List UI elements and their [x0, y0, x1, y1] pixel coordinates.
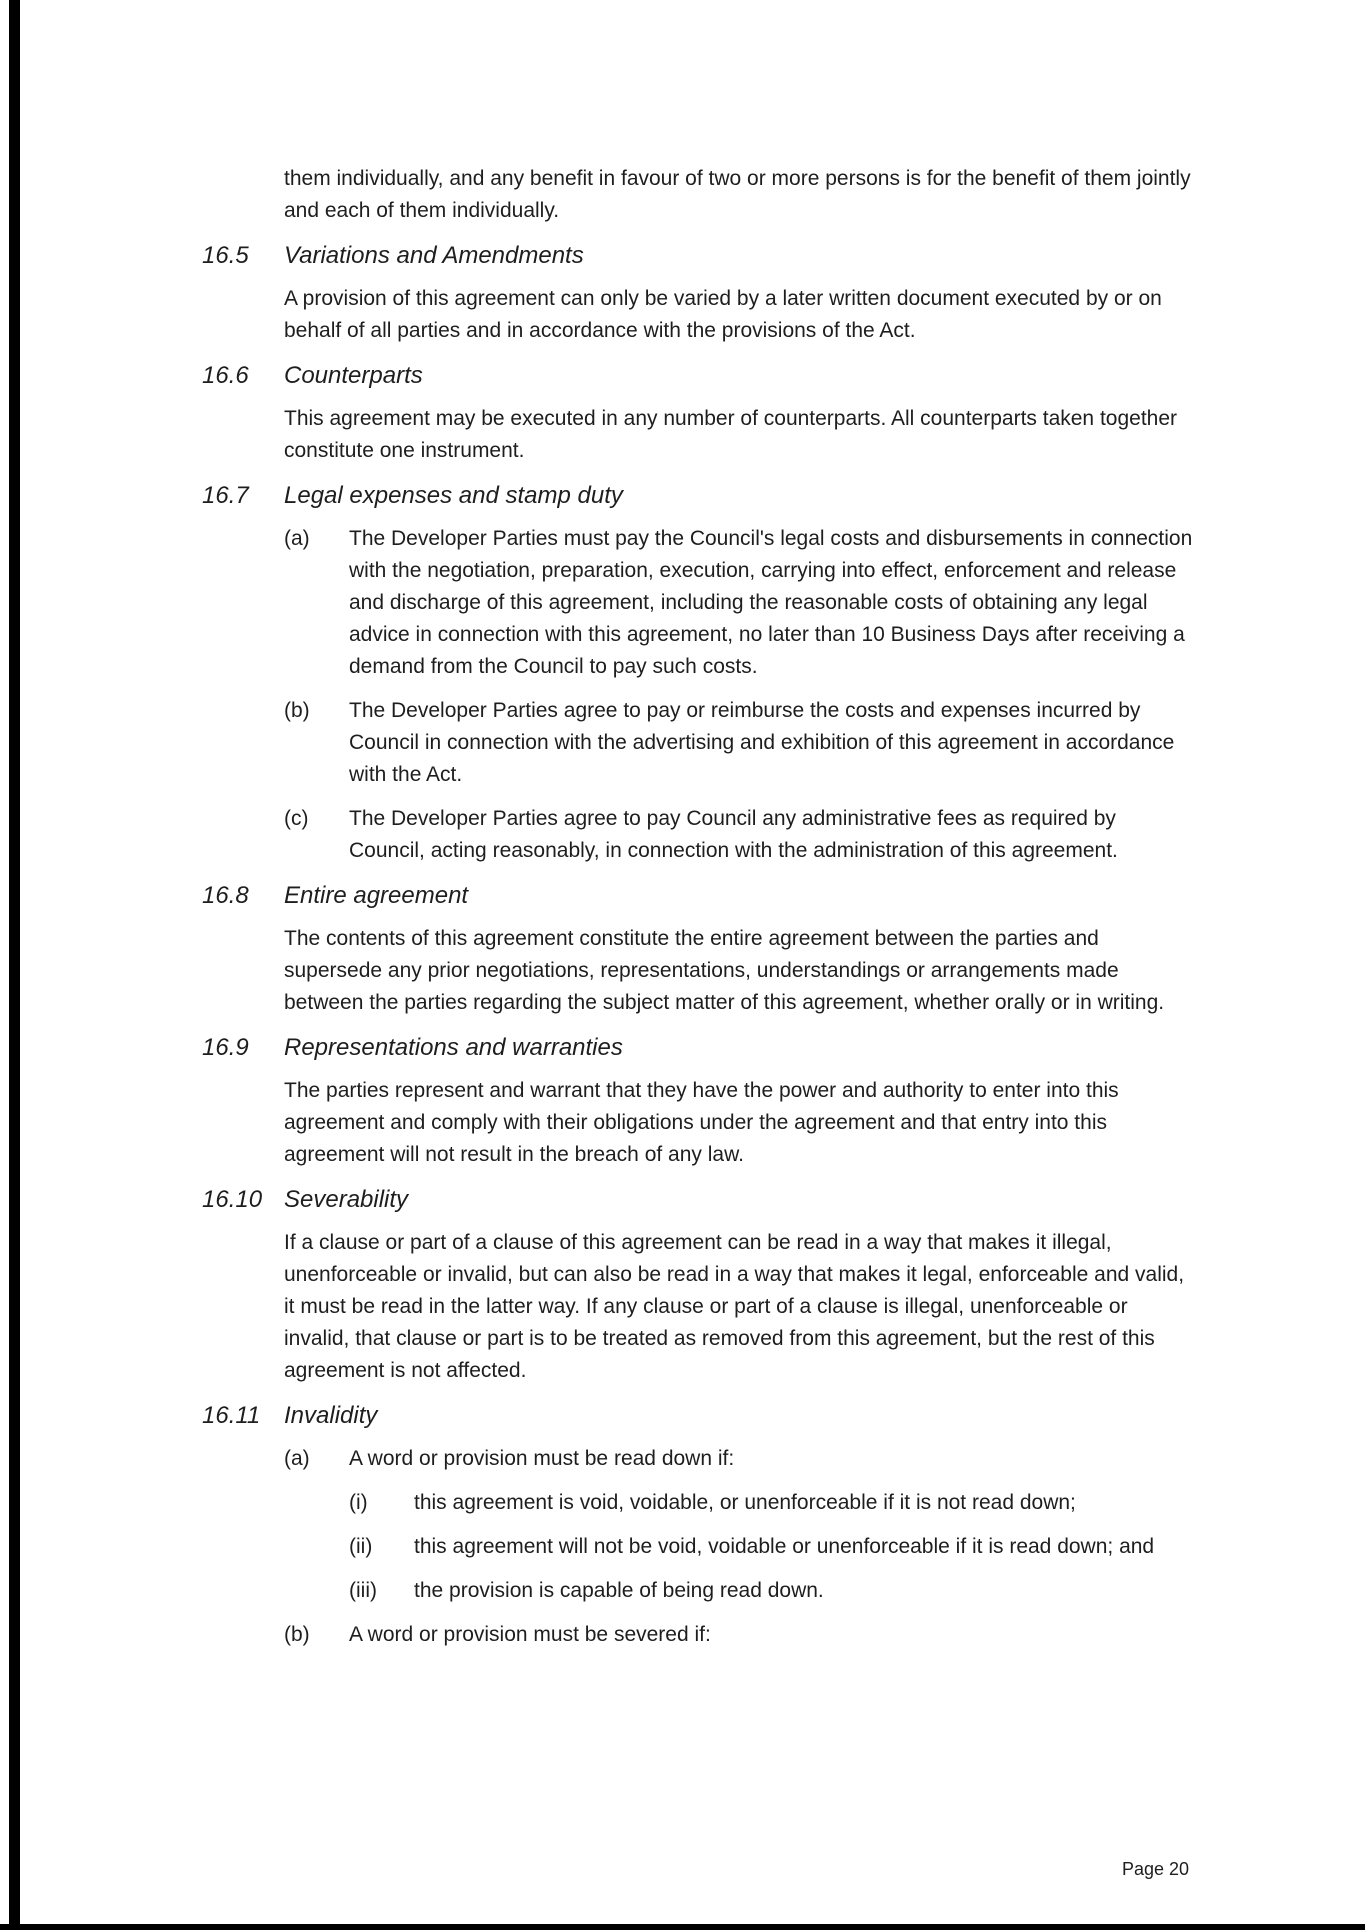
clause-number: 16.10 — [202, 1186, 263, 1213]
clause-16-8-body: The contents of this agreement constitute the entire agreement between the parties and supersede any prior negotiations, representations, understandings or arrangements made between the parties regarding the subject matter of this agreement, whether orally or in writing. — [284, 927, 1165, 1014]
clause-16-5-body: A provision of this agreement can only be varied by a later written document executed by or on behalf of all parties and in accordance with the provisions of the Act. — [284, 287, 1162, 342]
clause-number: 16.11 — [202, 1402, 261, 1429]
clause-16-6-heading — [0, 359, 1365, 393]
item-label: (a) — [284, 1447, 310, 1470]
clause-16-10-body: If a clause or part of a clause of this agreement can be read in a way that makes it illegal, unenforceable or invalid, but can also be read in a way that makes it legal, enforceable and valid, it must be read in the latter way. If any clause or part of a clause is illegal, unenforceable or invalid, that clause or part is to be treated as removed from this agreement, but the rest of this agreement is not affected. — [284, 1231, 1185, 1382]
subitem-label: (iii) — [349, 1579, 377, 1602]
clause-16-7-item-a — [0, 523, 1365, 683]
clause-16-7-heading — [0, 479, 1365, 513]
clause-16-5-heading — [0, 239, 1365, 273]
scan-border-bottom — [0, 1924, 1365, 1930]
clause-title: Entire agreement — [284, 882, 469, 909]
clause-16-11-item-b — [0, 1619, 1365, 1651]
clause-title: Invalidity — [284, 1402, 378, 1429]
clause-number: 16.7 — [202, 482, 249, 509]
clause-number: 16.6 — [202, 362, 249, 389]
item-label: (a) — [284, 527, 310, 550]
clause-16-7-item-c — [0, 803, 1365, 867]
clause-title: Variations and Amendments — [284, 242, 584, 269]
intro-paragraph: them individually, and any benefit in favour of two or more persons is for the benefit of them jointly and each of them individually. — [284, 167, 1191, 222]
clause-16-8-heading — [0, 879, 1365, 913]
item-text: The Developer Parties agree to pay or reimburse the costs and expenses incurred by Council in connection with the advertising and exhibition of this agreement in accordance with the Act. — [349, 699, 1175, 786]
clause-number: 16.5 — [202, 242, 249, 269]
subitem-text: this agreement will not be void, voidable or unenforceable if it is read down; and — [414, 1535, 1155, 1558]
item-label: (c) — [284, 807, 309, 830]
item-text: The Developer Parties must pay the Council's legal costs and disbursements in connection with the negotiation, preparation, execution, carrying into effect, enforcement and release and discharge of this agreement, including the reasonable costs of obtaining any legal advice in connection with this agreement, no later than 10 Business Days after receiving a demand from the Council to pay such costs. — [349, 527, 1193, 678]
clause-16-11-subitem-i — [0, 1487, 1365, 1519]
clause-title: Severability — [284, 1186, 409, 1213]
clause-number: 16.9 — [202, 1034, 249, 1061]
page-number: Page 20 — [1122, 1859, 1190, 1879]
clause-16-11-item-a — [0, 1443, 1365, 1475]
item-text: A word or provision must be read down if: — [349, 1447, 735, 1470]
item-text: A word or provision must be severed if: — [349, 1623, 711, 1646]
subitem-label: (ii) — [349, 1535, 373, 1558]
clause-16-11-heading — [0, 1399, 1365, 1433]
clause-16-7-item-b — [0, 695, 1365, 791]
subitem-text: this agreement is void, voidable, or unenforceable if it is not read down; — [414, 1491, 1076, 1514]
clause-16-11-subitem-ii — [0, 1531, 1365, 1563]
item-label: (b) — [284, 699, 310, 722]
document-page — [0, 163, 1365, 1651]
clause-title: Legal expenses and stamp duty — [284, 482, 623, 509]
clause-title: Counterparts — [284, 362, 423, 389]
subitem-label: (i) — [349, 1491, 368, 1514]
clause-title: Representations and warranties — [284, 1034, 623, 1061]
clause-16-9-body: The parties represent and warrant that they have the power and authority to enter into this agreement and comply with their obligations under the agreement and that entry into this agreement will not result in the breach of any law. — [284, 1079, 1119, 1166]
item-label: (b) — [284, 1623, 310, 1646]
item-text: The Developer Parties agree to pay Council any administrative fees as required by Council, acting reasonably, in connection with the administration of this agreement. — [349, 807, 1118, 862]
clause-16-9-heading — [0, 1031, 1365, 1065]
clause-number: 16.8 — [202, 882, 249, 909]
subitem-text: the provision is capable of being read down. — [414, 1579, 824, 1602]
clause-16-11-subitem-iii — [0, 1575, 1365, 1607]
clause-16-6-body: This agreement may be executed in any number of counterparts. All counterparts taken together constitute one instrument. — [284, 407, 1178, 462]
clause-16-10-heading — [0, 1183, 1365, 1217]
